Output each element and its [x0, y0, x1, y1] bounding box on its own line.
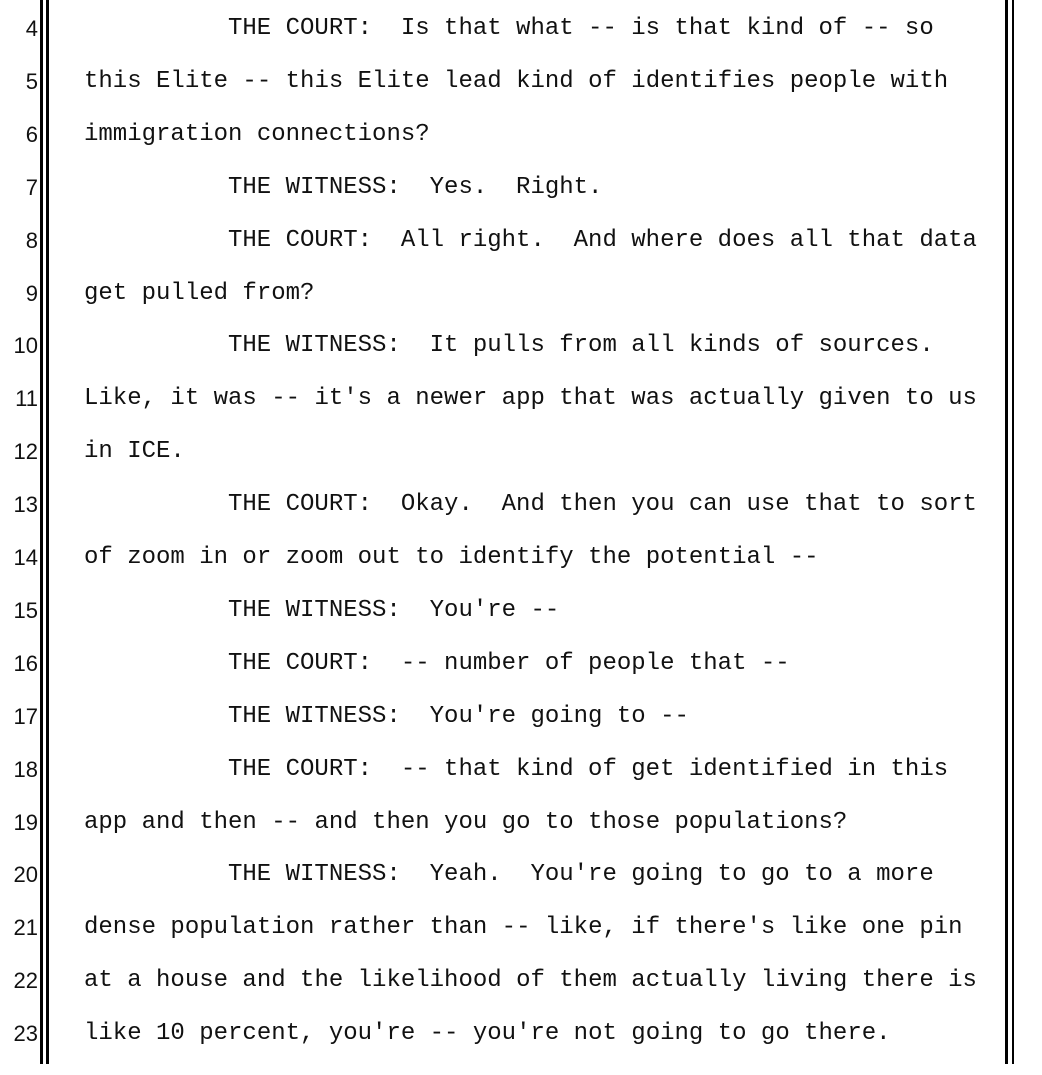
line-text: THE COURT: All right. And where does all that data: [228, 227, 977, 254]
transcript-line: [0, 282, 1042, 335]
transcript-line: [0, 493, 1042, 546]
transcript-line: [0, 546, 1042, 599]
line-number: 8: [25, 228, 38, 253]
transcript-line: [0, 758, 1042, 811]
transcript-line: [0, 176, 1042, 229]
transcript-line: [0, 969, 1042, 1022]
transcript-line: [0, 652, 1042, 705]
transcript-line: [0, 70, 1042, 123]
transcript-line: [0, 705, 1042, 758]
line-text: THE COURT: Okay. And then you can use that to sort: [228, 491, 977, 518]
line-text: dense population rather than -- like, if there's like one pin: [84, 914, 963, 941]
line-number: 6: [25, 122, 38, 147]
line-text: THE COURT: Is that what -- is that kind of -- so: [228, 15, 934, 42]
transcript-line: [0, 599, 1042, 652]
line-text: Like, it was -- it's a newer app that was actually given to us: [84, 385, 977, 412]
line-number: 4: [25, 16, 38, 41]
line-text: THE COURT: -- number of people that --: [228, 650, 790, 677]
line-text: THE COURT: -- that kind of get identified in this: [228, 756, 949, 783]
line-text: THE WITNESS: Yeah. You're going to go to a more: [228, 861, 934, 888]
transcript-line: [0, 123, 1042, 176]
line-number: 23: [13, 1021, 38, 1046]
transcript-line: [0, 863, 1042, 916]
line-number: 13: [13, 492, 38, 517]
line-text: get pulled from?: [84, 280, 315, 307]
line-number: 5: [25, 69, 38, 94]
line-number: 12: [13, 439, 38, 464]
transcript-line: [0, 387, 1042, 440]
line-text: like 10 percent, you're -- you're not going to go there.: [84, 1020, 891, 1047]
line-number: 17: [13, 704, 38, 729]
line-number: 20: [13, 862, 38, 887]
line-text: immigration connections?: [84, 121, 430, 148]
transcript-line: [0, 334, 1042, 387]
line-text: at a house and the likelihood of them actually living there is: [84, 967, 977, 994]
transcript-line: [0, 1022, 1042, 1075]
line-number: 16: [13, 651, 38, 676]
line-text: THE WITNESS: Yes. Right.: [228, 174, 603, 201]
line-text: of zoom in or zoom out to identify the potential --: [84, 544, 819, 571]
line-number: 22: [13, 968, 38, 993]
line-number: 19: [13, 810, 38, 835]
line-text: THE WITNESS: You're going to --: [228, 703, 689, 730]
transcript-line: [0, 916, 1042, 969]
line-number: 7: [25, 175, 38, 200]
line-number: 10: [13, 333, 38, 358]
line-number: 18: [13, 757, 38, 782]
line-number: 11: [15, 386, 38, 411]
line-number: 14: [13, 545, 38, 570]
line-text: app and then -- and then you go to those populations?: [84, 809, 848, 836]
transcript-line: [0, 811, 1042, 864]
line-text: this Elite -- this Elite lead kind of identifies people with: [84, 68, 949, 95]
line-number: 15: [13, 598, 38, 623]
line-number: 9: [25, 281, 38, 306]
transcript-line: [0, 229, 1042, 282]
line-text: THE WITNESS: It pulls from all kinds of sources.: [228, 332, 934, 359]
line-text: THE WITNESS: You're --: [228, 597, 560, 624]
transcript-line: [0, 440, 1042, 493]
line-text: in ICE.: [84, 438, 185, 465]
line-number: 21: [13, 915, 38, 940]
transcript-line: [0, 17, 1042, 70]
